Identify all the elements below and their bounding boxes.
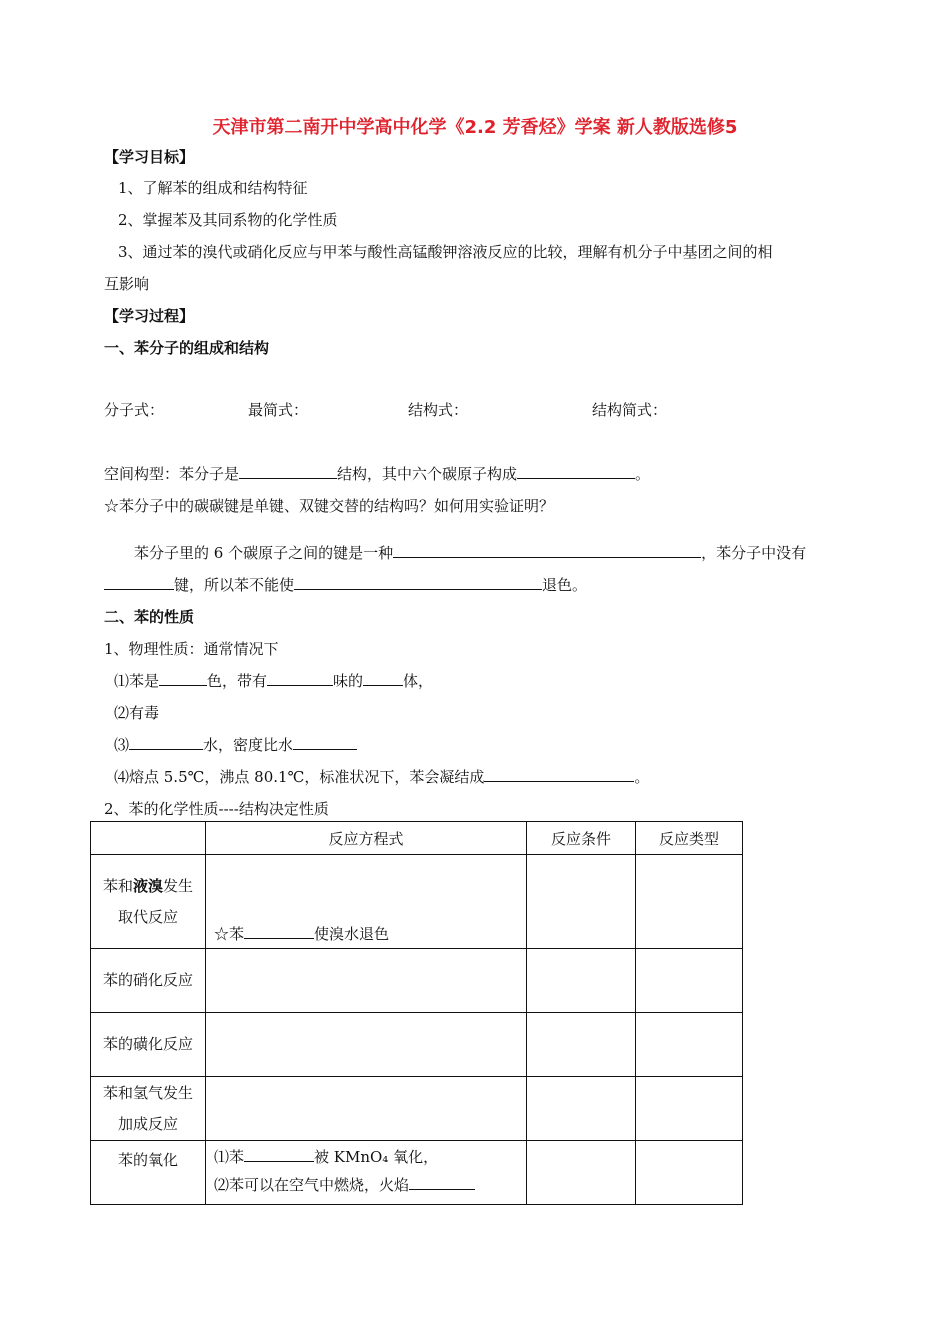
condition-cell[interactable] <box>527 1077 636 1141</box>
table-row <box>91 1013 743 1077</box>
molecular-formula-label: 分子式： <box>104 401 165 419</box>
type-cell[interactable] <box>636 855 743 949</box>
answer-blank[interactable] <box>293 735 357 750</box>
answer-blank[interactable] <box>104 575 174 590</box>
table-row <box>91 1141 743 1205</box>
physical-item-4: ⑷熔点 5.5℃，沸点 80.1℃，标准状况下，苯会凝结成 。 <box>114 768 650 786</box>
equation-cell[interactable]: ☆苯 使溴水退色 <box>206 855 527 949</box>
section2-heading: 二、苯的性质 <box>104 608 195 626</box>
oxidation-line-1: ⑴苯 被 KMnO₄ 氧化， <box>214 1148 439 1166</box>
table-header-cell <box>91 822 206 855</box>
reaction-table <box>90 821 743 1205</box>
type-cell[interactable] <box>636 1013 743 1077</box>
type-cell[interactable] <box>636 1141 743 1205</box>
bond-answer-line-1: 苯分子里的 6 个碳原子之间的键是一种 ，苯分子中没有 <box>134 544 807 562</box>
physical-item-1: ⑴苯是 色，带有 味的 体， <box>114 672 434 690</box>
bond-answer-line-2: 键，所以苯不能使 退色。 <box>104 575 587 595</box>
bond-question: ☆苯分子中的碳碳键是单键、双键交替的结构吗？如何用实验证明？ <box>104 497 555 515</box>
answer-blank[interactable] <box>129 735 203 750</box>
physical-item-2: ⑵有毒 <box>114 704 160 722</box>
answer-blank[interactable] <box>159 671 207 686</box>
table-header-row <box>91 822 743 855</box>
condition-cell[interactable] <box>527 1141 636 1205</box>
process-heading: 【学习过程】 <box>104 307 195 325</box>
row-label-bromination: 苯和液溴发生取代反应 <box>91 855 206 949</box>
type-cell[interactable] <box>636 949 743 1013</box>
answer-blank[interactable] <box>294 575 542 590</box>
condition-cell[interactable] <box>527 1013 636 1077</box>
physical-heading: 1、物理性质：通常情况下 <box>104 640 279 658</box>
table-header-cell: 反应类型 <box>636 822 743 855</box>
answer-blank[interactable] <box>363 671 403 686</box>
page-title: 天津市第二南开中学高中化学《2.2 芳香烃》学案 新人教版选修5 <box>212 117 738 138</box>
row-label-sulfonation: 苯的磺化反应 <box>91 1013 206 1077</box>
physical-item-3: ⑶ 水，密度比水 <box>114 735 357 755</box>
goal-item-3-cont: 互影响 <box>104 275 150 293</box>
goal-item-2: 2、掌握苯及其同系物的化学性质 <box>118 211 338 229</box>
answer-blank[interactable] <box>267 671 333 686</box>
condensed-formula-label: 结构简式： <box>592 401 668 419</box>
table-row <box>91 949 743 1013</box>
row-label-hydrogenation: 苯和氢气发生加成反应 <box>91 1077 206 1141</box>
oxidation-line-2: ⑵苯可以在空气中燃烧，火焰 <box>214 1171 518 1199</box>
row-label-oxidation: 苯的氧化 <box>91 1141 206 1205</box>
type-cell[interactable] <box>636 1077 743 1141</box>
equation-cell[interactable] <box>206 1013 527 1077</box>
condition-cell[interactable] <box>527 949 636 1013</box>
answer-blank[interactable] <box>393 543 701 558</box>
answer-blank[interactable] <box>244 924 314 939</box>
section1-heading: 一、苯分子的组成和结构 <box>104 339 270 357</box>
table-row <box>91 1077 743 1141</box>
answer-blank[interactable] <box>484 767 634 782</box>
table-header-cell: 反应条件 <box>527 822 636 855</box>
answer-blank[interactable] <box>244 1147 314 1162</box>
row-label-nitration: 苯的硝化反应 <box>91 949 206 1013</box>
equation-cell[interactable] <box>206 1141 527 1205</box>
empirical-formula-label: 最简式： <box>248 401 309 419</box>
equation-cell[interactable] <box>206 1077 527 1141</box>
answer-blank[interactable] <box>239 464 337 479</box>
goals-heading: 【学习目标】 <box>104 148 195 166</box>
answer-blank[interactable] <box>517 464 635 479</box>
table-row <box>91 855 743 949</box>
table-header-cell: 反应方程式 <box>206 822 527 855</box>
goal-item-3: 3、通过苯的溴代或硝化反应与甲苯与酸性高锰酸钾溶液反应的比较，理解有机分子中基团之间的相 <box>118 243 773 261</box>
structural-formula-label: 结构式： <box>408 401 469 419</box>
condition-cell[interactable] <box>527 855 636 949</box>
goal-item-1: 1、了解苯的组成和结构特征 <box>118 179 308 197</box>
spatial-structure-line: 空间构型：苯分子是 结构，其中六个碳原子构成 。 <box>104 465 651 483</box>
equation-cell[interactable] <box>206 949 527 1013</box>
chemical-heading: 2、苯的化学性质----结构决定性质 <box>104 800 329 818</box>
answer-blank[interactable] <box>409 1175 475 1190</box>
